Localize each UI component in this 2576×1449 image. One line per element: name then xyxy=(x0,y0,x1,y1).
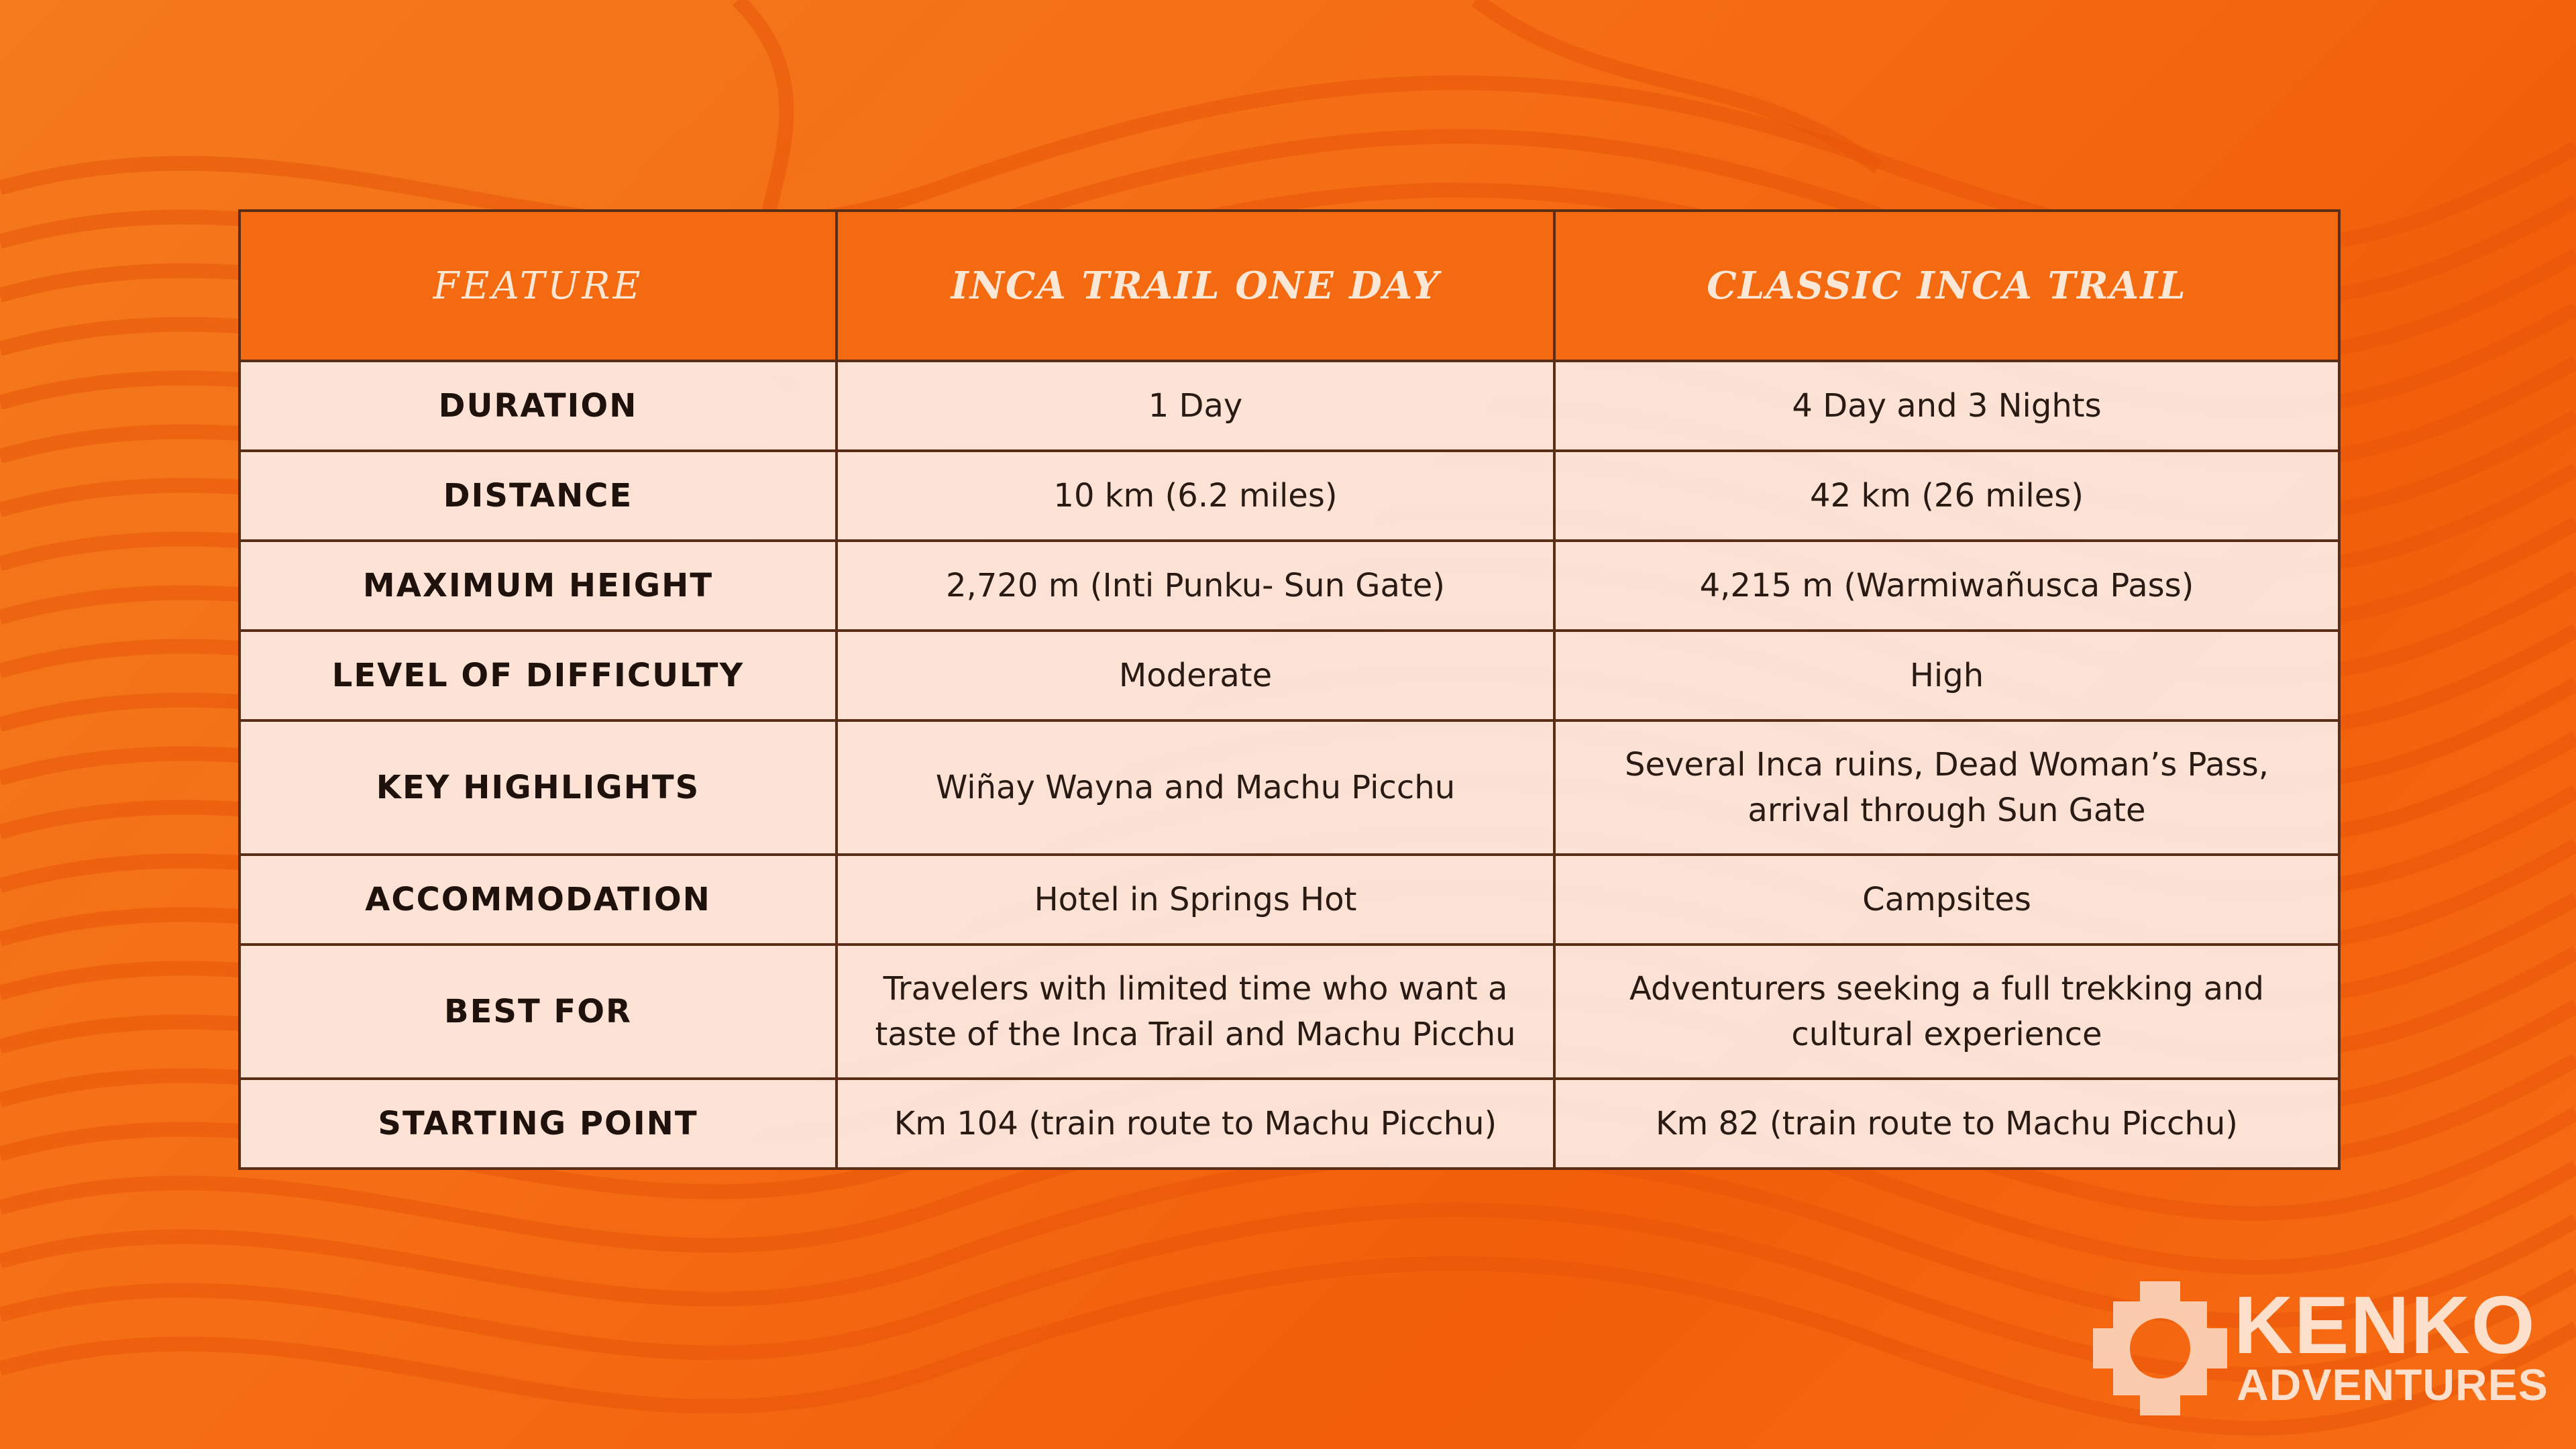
one-day-value: Km 104 (train route to Machu Picchu) xyxy=(837,1079,1554,1169)
logo-subtitle: ADVENTURES xyxy=(2237,1360,2548,1409)
logo-name: KENKO xyxy=(2234,1279,2536,1371)
kenko-logo xyxy=(2093,1279,2548,1415)
classic-value: Km 82 (train route to Machu Picchu) xyxy=(1554,1079,2339,1169)
one-day-value: Wiñay Wayna and Machu Picchu xyxy=(837,720,1554,855)
classic-value: 4,215 m (Warmiwañusca Pass) xyxy=(1554,541,2339,631)
inca-cross-icon xyxy=(2093,1281,2227,1415)
table-row xyxy=(239,451,2339,541)
feature-label: DURATION xyxy=(239,361,837,451)
table-row xyxy=(239,720,2339,855)
comparison-table xyxy=(238,209,2341,1170)
one-day-value: Moderate xyxy=(837,631,1554,720)
table-row xyxy=(239,541,2339,631)
header-classic-inca-trail: CLASSIC INCA TRAIL xyxy=(1554,211,2339,361)
feature-label: MAXIMUM HEIGHT xyxy=(239,541,837,631)
one-day-value: Travelers with limited time who want a taste of the Inca Trail and Machu Picchu xyxy=(837,945,1554,1079)
classic-value: 42 km (26 miles) xyxy=(1554,451,2339,541)
one-day-value: 2,720 m (Inti Punku- Sun Gate) xyxy=(837,541,1554,631)
table-row xyxy=(239,631,2339,720)
classic-value: High xyxy=(1554,631,2339,720)
header-inca-trail-one-day: INCA TRAIL ONE DAY xyxy=(837,211,1554,361)
feature-label: DISTANCE xyxy=(239,451,837,541)
classic-value: Several Inca ruins, Dead Woman’s Pass, arrival through Sun Gate xyxy=(1554,720,2339,855)
table-row xyxy=(239,1079,2339,1169)
header-feature: FEATURE xyxy=(239,211,837,361)
table-row xyxy=(239,361,2339,451)
feature-label: STARTING POINT xyxy=(239,1079,837,1169)
feature-label: LEVEL OF DIFFICULTY xyxy=(239,631,837,720)
table-row xyxy=(239,855,2339,945)
one-day-value: Hotel in Springs Hot xyxy=(837,855,1554,945)
classic-value: Campsites xyxy=(1554,855,2339,945)
feature-label: BEST FOR xyxy=(239,945,837,1079)
header-row xyxy=(239,211,2339,361)
one-day-value: 1 Day xyxy=(837,361,1554,451)
table-row xyxy=(239,945,2339,1079)
classic-value: 4 Day and 3 Nights xyxy=(1554,361,2339,451)
one-day-value: 10 km (6.2 miles) xyxy=(837,451,1554,541)
feature-label: ACCOMMODATION xyxy=(239,855,837,945)
feature-label: KEY HIGHLIGHTS xyxy=(239,720,837,855)
classic-value: Adventurers seeking a full trekking and cultural experience xyxy=(1554,945,2339,1079)
